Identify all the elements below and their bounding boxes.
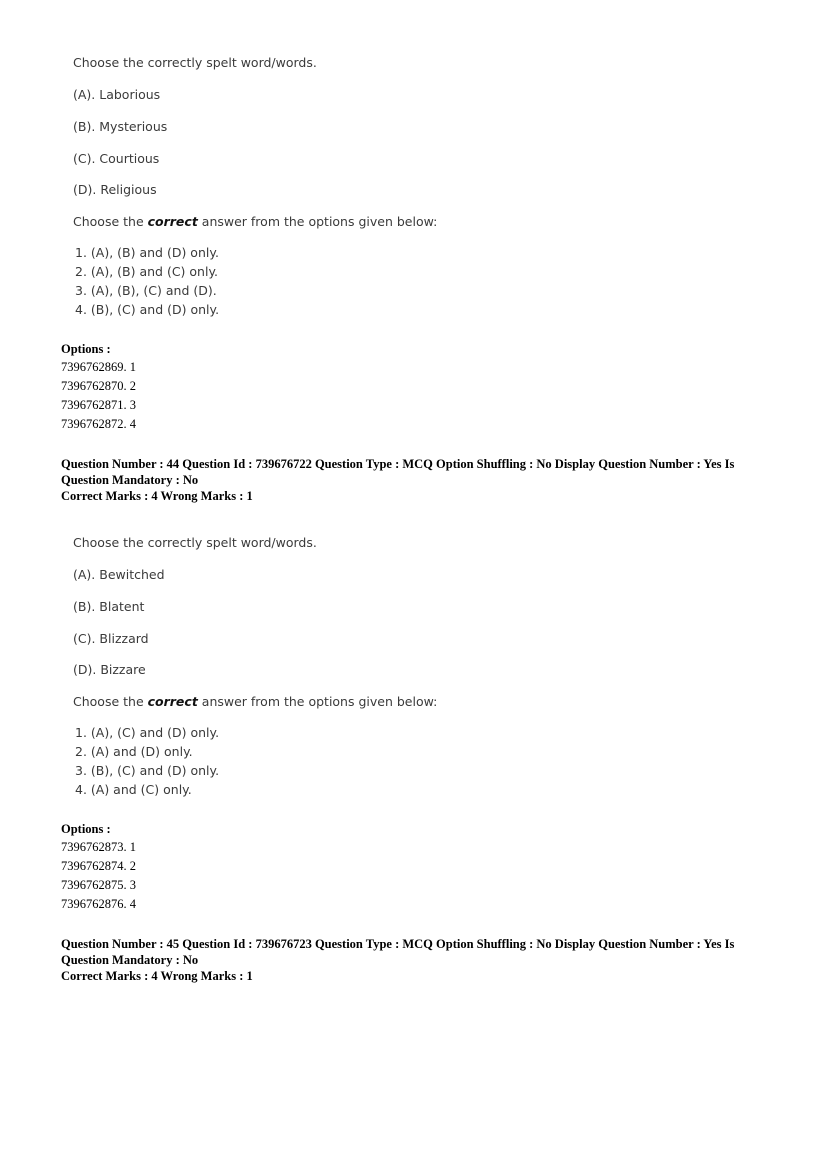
choice-a: (A). Laborious [73, 87, 161, 102]
question-header-line2: Question Mandatory : No [61, 953, 199, 967]
answer-option-4: 4. (B), (C) and (D) only. [75, 302, 220, 317]
answer-instruction: Choose the correct answer from the options given below: [73, 214, 438, 229]
option-id-2: 7396762874. 2 [61, 859, 136, 873]
answer-option-4: 4. (A) and (C) only. [75, 782, 192, 797]
option-id-4: 7396762872. 4 [61, 417, 136, 431]
answer-option-2: 2. (A) and (D) only. [75, 744, 193, 759]
option-id-1: 7396762873. 1 [61, 840, 136, 854]
choice-b: (B). Blatent [73, 599, 145, 614]
option-id-4: 7396762876. 4 [61, 897, 136, 911]
choice-c: (C). Courtious [73, 151, 160, 166]
answer-option-3: 3. (A), (B), (C) and (D). [75, 283, 217, 298]
question-prompt: Choose the correctly spelt word/words. [73, 535, 317, 550]
choice-b: (B). Mysterious [73, 119, 168, 134]
option-id-1: 7396762869. 1 [61, 360, 136, 374]
option-id-3: 7396762875. 3 [61, 878, 136, 892]
options-label: Options : [61, 822, 111, 836]
answer-option-1: 1. (A), (B) and (D) only. [75, 245, 219, 260]
answer-instruction: Choose the correct answer from the options given below: [73, 694, 438, 709]
choice-d: (D). Religious [73, 182, 157, 197]
choice-a: (A). Bewitched [73, 567, 165, 582]
answer-option-3: 3. (B), (C) and (D) only. [75, 763, 220, 778]
question-header-line3: Correct Marks : 4 Wrong Marks : 1 [61, 489, 253, 503]
choice-d: (D). Bizzare [73, 662, 146, 677]
option-id-2: 7396762870. 2 [61, 379, 136, 393]
answer-option-1: 1. (A), (C) and (D) only. [75, 725, 220, 740]
question-header-line1: Question Number : 44 Question Id : 739676722 Question Type : MCQ Option Shuffling : No Display Question Number : Yes Is [61, 457, 735, 471]
options-label: Options : [61, 342, 111, 356]
choice-c: (C). Blizzard [73, 631, 149, 646]
answer-option-2: 2. (A), (B) and (C) only. [75, 264, 219, 279]
question-header-line2: Question Mandatory : No [61, 473, 199, 487]
question-prompt: Choose the correctly spelt word/words. [73, 55, 317, 70]
option-id-3: 7396762871. 3 [61, 398, 136, 412]
question-header-line3: Correct Marks : 4 Wrong Marks : 1 [61, 969, 253, 983]
question-header-line1: Question Number : 45 Question Id : 739676723 Question Type : MCQ Option Shuffling : No Display Question Number : Yes Is [61, 937, 735, 951]
